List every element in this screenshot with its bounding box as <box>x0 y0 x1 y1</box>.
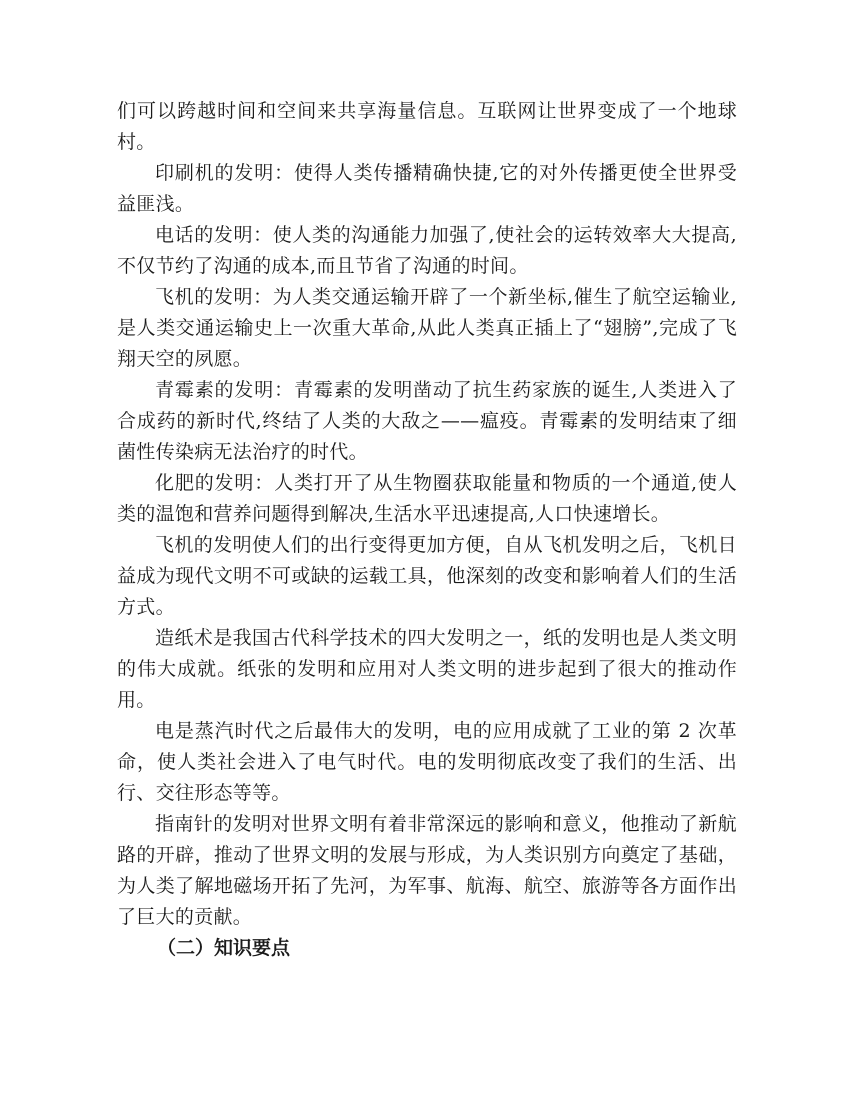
paragraph-airplane-travel: 飞机的发明使人们的出行变得更加方便，自从飞机发明之后，飞机日益成为现代文明不可或缺的运载工具，他深刻的改变和影响着人们的生活方式。 <box>117 534 737 618</box>
paragraph-internet: 们可以跨越时间和空间来共享海量信息。互联网让世界变成了一个地球村。 <box>117 100 737 153</box>
paragraph-airplane: 飞机的发明：为人类交通运输开辟了一个新坐标,催生了航空运输业,是人类交通运输史上一次重大革命,从此人类真正插上了“翅膀”,完成了飞翔天空的夙愿。 <box>117 286 737 370</box>
paragraph-papermaking: 造纸术是我国古代科学技术的四大发明之一，纸的发明也是人类文明的伟大成就。纸张的发明和应用对人类文明的进步起到了很大的推动作用。 <box>117 627 737 711</box>
paragraph-compass: 指南针的发明对世界文明有着非常深远的影响和意义，他推动了新航路的开辟，推动了世界文明的发展与形成，为人类识别方向奠定了基础，为人类了解地磁场开拓了先河，为军事、航海、航空、旅游等各方面作出了巨大的贡献。 <box>117 813 737 928</box>
section-heading: （二）知识要点 <box>157 937 291 959</box>
paragraph-telephone: 电话的发明：使人类的沟通能力加强了,使社会的运转效率大大提高,不仅节约了沟通的成本,而且节省了沟通的时间。 <box>117 224 737 277</box>
document-page <box>117 96 737 964</box>
paragraph-penicillin: 青霉素的发明：青霉素的发明凿动了抗生药家族的诞生,人类进入了合成药的新时代,终结了人类的大敌之——瘟疫。青霉素的发明结束了细菌性传染病无法治疗的时代。 <box>117 379 737 463</box>
paragraph-printing-press: 印刷机的发明：使得人类传播精确快捷,它的对外传播更使全世界受益匪浅。 <box>117 162 737 215</box>
paragraph-fertilizer: 化肥的发明：人类打开了从生物圈获取能量和物质的一个通道,使人类的温饱和营养问题得到解决,生活水平迅速提高,人口快速增长。 <box>117 472 737 525</box>
paragraph-electricity: 电是蒸汽时代之后最伟大的发明，电的应用成就了工业的第 2 次革命，使人类社会进入了电气时代。电的发明彻底改变了我们的生活、出行、交往形态等等。 <box>117 720 737 804</box>
